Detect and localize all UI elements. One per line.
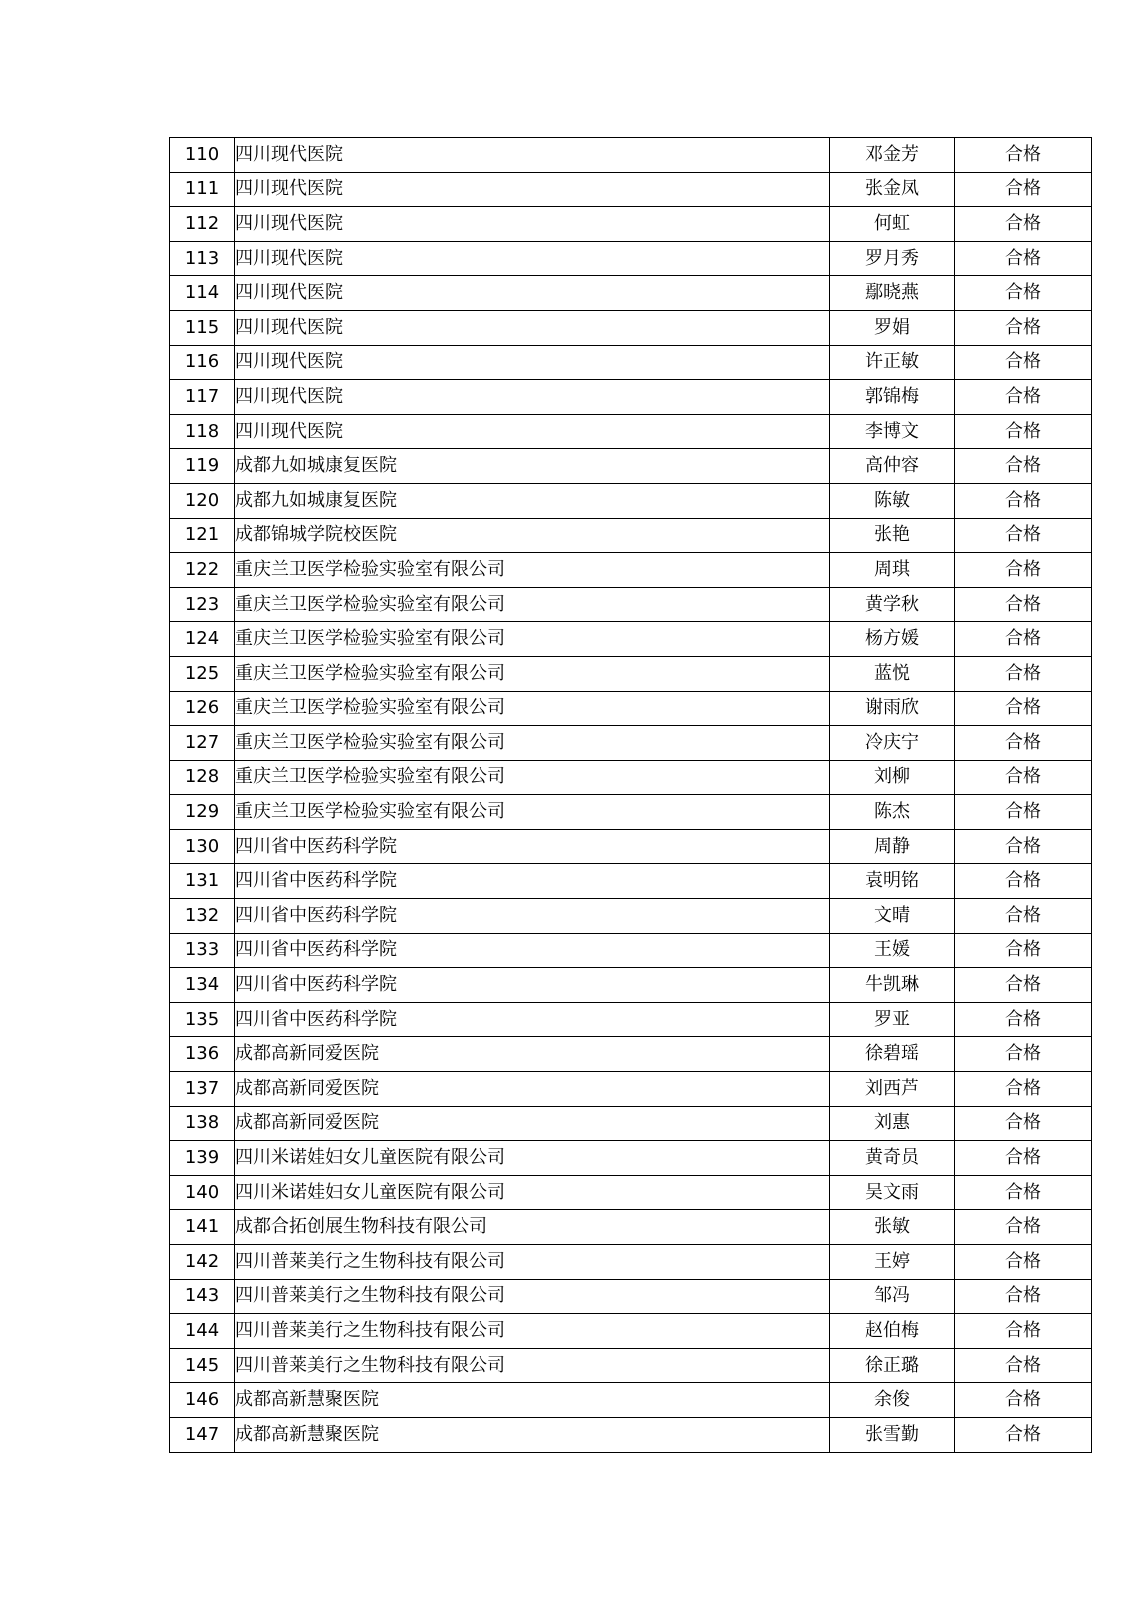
organization-cell: 四川米诺娃妇女儿童医院有限公司 [235,1141,830,1176]
table-row [170,241,1092,276]
table-row [170,1141,1092,1176]
row-number-cell: 139 [170,1141,235,1176]
organization-cell: 成都九如城康复医院 [235,449,830,484]
organization-cell: 四川现代医院 [235,241,830,276]
table-row [170,414,1092,449]
table-row [170,1245,1092,1280]
table-row [170,345,1092,380]
result-cell: 合格 [955,276,1092,311]
person-name-cell: 刘柳 [830,760,955,795]
person-name-cell: 黄奇员 [830,1141,955,1176]
row-number-cell: 129 [170,795,235,830]
organization-cell: 四川现代医院 [235,380,830,415]
organization-cell: 四川现代医院 [235,345,830,380]
result-cell: 合格 [955,587,1092,622]
person-name-cell: 张艳 [830,518,955,553]
result-cell: 合格 [955,449,1092,484]
organization-cell: 四川现代医院 [235,310,830,345]
person-name-cell: 文晴 [830,899,955,934]
organization-cell: 成都高新慧聚医院 [235,1417,830,1452]
table-row [170,1417,1092,1452]
person-name-cell: 赵伯梅 [830,1314,955,1349]
table-row [170,933,1092,968]
person-name-cell: 张敏 [830,1210,955,1245]
result-cell: 合格 [955,1002,1092,1037]
row-number-cell: 138 [170,1106,235,1141]
organization-cell: 四川省中医药科学院 [235,968,830,1003]
organization-cell: 重庆兰卫医学检验实验室有限公司 [235,726,830,761]
row-number-cell: 142 [170,1245,235,1280]
person-name-cell: 黄学秋 [830,587,955,622]
row-number-cell: 133 [170,933,235,968]
result-cell: 合格 [955,1072,1092,1107]
row-number-cell: 121 [170,518,235,553]
organization-cell: 成都九如城康复医院 [235,483,830,518]
organization-cell: 四川现代医院 [235,138,830,173]
row-number-cell: 147 [170,1417,235,1452]
table-row [170,760,1092,795]
person-name-cell: 刘西芦 [830,1072,955,1107]
row-number-cell: 136 [170,1037,235,1072]
result-cell: 合格 [955,518,1092,553]
person-name-cell: 陈杰 [830,795,955,830]
row-number-cell: 115 [170,310,235,345]
row-number-cell: 144 [170,1314,235,1349]
row-number-cell: 135 [170,1002,235,1037]
table-row [170,207,1092,242]
table-row [170,1072,1092,1107]
organization-cell: 成都合拓创展生物科技有限公司 [235,1210,830,1245]
table-row [170,656,1092,691]
organization-cell: 四川现代医院 [235,172,830,207]
table-row [170,1279,1092,1314]
result-cell: 合格 [955,691,1092,726]
result-cell: 合格 [955,1037,1092,1072]
organization-cell: 重庆兰卫医学检验实验室有限公司 [235,691,830,726]
result-cell: 合格 [955,795,1092,830]
row-number-cell: 124 [170,622,235,657]
row-number-cell: 127 [170,726,235,761]
result-cell: 合格 [955,345,1092,380]
table-row [170,587,1092,622]
person-name-cell: 高仲容 [830,449,955,484]
row-number-cell: 131 [170,864,235,899]
person-name-cell: 周静 [830,829,955,864]
row-number-cell: 137 [170,1072,235,1107]
person-name-cell: 邓金芳 [830,138,955,173]
person-name-cell: 牛凯琳 [830,968,955,1003]
organization-cell: 四川现代医院 [235,414,830,449]
person-name-cell: 徐碧瑶 [830,1037,955,1072]
table-row [170,1037,1092,1072]
table-row [170,968,1092,1003]
result-cell: 合格 [955,899,1092,934]
organization-cell: 重庆兰卫医学检验实验室有限公司 [235,553,830,588]
organization-cell: 四川现代医院 [235,276,830,311]
result-cell: 合格 [955,380,1092,415]
person-name-cell: 鄢晓燕 [830,276,955,311]
organization-cell: 成都高新慧聚医院 [235,1383,830,1418]
row-number-cell: 134 [170,968,235,1003]
organization-cell: 四川米诺娃妇女儿童医院有限公司 [235,1175,830,1210]
row-number-cell: 117 [170,380,235,415]
organization-cell: 四川普莱美行之生物科技有限公司 [235,1245,830,1280]
table-row [170,310,1092,345]
organization-cell: 四川省中医药科学院 [235,899,830,934]
person-name-cell: 徐正璐 [830,1348,955,1383]
organization-cell: 四川省中医药科学院 [235,933,830,968]
organization-cell: 四川省中医药科学院 [235,829,830,864]
results-table [169,137,1092,1453]
result-cell: 合格 [955,1314,1092,1349]
row-number-cell: 145 [170,1348,235,1383]
person-name-cell: 陈敏 [830,483,955,518]
person-name-cell: 张雪勤 [830,1417,955,1452]
person-name-cell: 冷庆宁 [830,726,955,761]
person-name-cell: 王媛 [830,933,955,968]
person-name-cell: 何虹 [830,207,955,242]
row-number-cell: 110 [170,138,235,173]
row-number-cell: 123 [170,587,235,622]
table-row [170,1348,1092,1383]
result-cell: 合格 [955,1141,1092,1176]
table-row [170,449,1092,484]
table-row [170,1210,1092,1245]
table-row [170,691,1092,726]
table-row [170,1383,1092,1418]
row-number-cell: 141 [170,1210,235,1245]
result-cell: 合格 [955,864,1092,899]
organization-cell: 四川省中医药科学院 [235,1002,830,1037]
row-number-cell: 111 [170,172,235,207]
table-row [170,726,1092,761]
result-cell: 合格 [955,1175,1092,1210]
result-cell: 合格 [955,760,1092,795]
table-row [170,1175,1092,1210]
organization-cell: 重庆兰卫医学检验实验室有限公司 [235,760,830,795]
result-cell: 合格 [955,1417,1092,1452]
result-cell: 合格 [955,1348,1092,1383]
result-cell: 合格 [955,310,1092,345]
row-number-cell: 118 [170,414,235,449]
person-name-cell: 吴文雨 [830,1175,955,1210]
result-cell: 合格 [955,933,1092,968]
row-number-cell: 128 [170,760,235,795]
row-number-cell: 119 [170,449,235,484]
row-number-cell: 130 [170,829,235,864]
row-number-cell: 122 [170,553,235,588]
result-cell: 合格 [955,483,1092,518]
result-cell: 合格 [955,726,1092,761]
table-row [170,864,1092,899]
table-row [170,276,1092,311]
result-cell: 合格 [955,414,1092,449]
table-row [170,1314,1092,1349]
organization-cell: 四川普莱美行之生物科技有限公司 [235,1279,830,1314]
person-name-cell: 邹冯 [830,1279,955,1314]
organization-cell: 重庆兰卫医学检验实验室有限公司 [235,587,830,622]
result-cell: 合格 [955,622,1092,657]
organization-cell: 四川普莱美行之生物科技有限公司 [235,1348,830,1383]
table-row [170,172,1092,207]
row-number-cell: 146 [170,1383,235,1418]
organization-cell: 重庆兰卫医学检验实验室有限公司 [235,656,830,691]
row-number-cell: 140 [170,1175,235,1210]
row-number-cell: 114 [170,276,235,311]
table-row [170,1002,1092,1037]
row-number-cell: 113 [170,241,235,276]
row-number-cell: 112 [170,207,235,242]
row-number-cell: 116 [170,345,235,380]
organization-cell: 成都高新同爱医院 [235,1106,830,1141]
result-cell: 合格 [955,1245,1092,1280]
result-cell: 合格 [955,1279,1092,1314]
person-name-cell: 张金凤 [830,172,955,207]
result-cell: 合格 [955,1210,1092,1245]
organization-cell: 成都高新同爱医院 [235,1072,830,1107]
person-name-cell: 罗亚 [830,1002,955,1037]
table-row [170,899,1092,934]
organization-cell: 四川普莱美行之生物科技有限公司 [235,1314,830,1349]
organization-cell: 四川现代医院 [235,207,830,242]
result-cell: 合格 [955,207,1092,242]
person-name-cell: 王婷 [830,1245,955,1280]
result-cell: 合格 [955,138,1092,173]
person-name-cell: 谢雨欣 [830,691,955,726]
table-row [170,380,1092,415]
person-name-cell: 郭锦梅 [830,380,955,415]
person-name-cell: 刘惠 [830,1106,955,1141]
person-name-cell: 杨方媛 [830,622,955,657]
person-name-cell: 周琪 [830,553,955,588]
person-name-cell: 蓝悦 [830,656,955,691]
organization-cell: 成都高新同爱医院 [235,1037,830,1072]
organization-cell: 重庆兰卫医学检验实验室有限公司 [235,795,830,830]
row-number-cell: 126 [170,691,235,726]
person-name-cell: 罗月秀 [830,241,955,276]
person-name-cell: 罗娟 [830,310,955,345]
row-number-cell: 120 [170,483,235,518]
table-row [170,622,1092,657]
organization-cell: 重庆兰卫医学检验实验室有限公司 [235,622,830,657]
table-row [170,1106,1092,1141]
person-name-cell: 李博文 [830,414,955,449]
row-number-cell: 143 [170,1279,235,1314]
organization-cell: 成都锦城学院校医院 [235,518,830,553]
result-cell: 合格 [955,172,1092,207]
person-name-cell: 许正敏 [830,345,955,380]
table-row [170,795,1092,830]
table-row [170,138,1092,173]
result-cell: 合格 [955,241,1092,276]
result-cell: 合格 [955,656,1092,691]
person-name-cell: 袁明铭 [830,864,955,899]
row-number-cell: 132 [170,899,235,934]
result-cell: 合格 [955,829,1092,864]
table-row [170,518,1092,553]
row-number-cell: 125 [170,656,235,691]
result-cell: 合格 [955,968,1092,1003]
result-cell: 合格 [955,553,1092,588]
results-table-body [170,138,1092,1453]
table-row [170,553,1092,588]
table-row [170,483,1092,518]
table-row [170,829,1092,864]
person-name-cell: 余俊 [830,1383,955,1418]
result-cell: 合格 [955,1106,1092,1141]
result-cell: 合格 [955,1383,1092,1418]
organization-cell: 四川省中医药科学院 [235,864,830,899]
